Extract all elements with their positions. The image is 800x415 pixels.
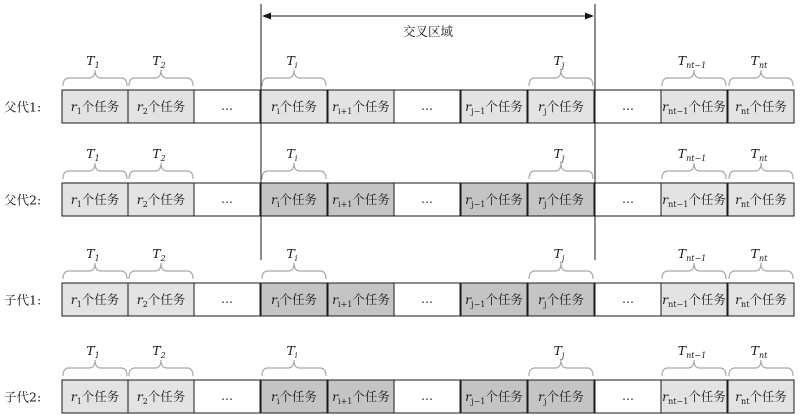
cell-suffix: 个任务 bbox=[485, 99, 523, 114]
cell-var: r bbox=[332, 99, 339, 114]
cell-sub: nt bbox=[741, 300, 750, 309]
task-cell bbox=[661, 53, 727, 123]
cell-suffix: 个任务 bbox=[485, 292, 523, 307]
time-var: T bbox=[86, 343, 95, 358]
time-var: T bbox=[553, 146, 562, 161]
cell-sub: i+1 bbox=[338, 200, 353, 209]
brace-icon bbox=[729, 360, 793, 376]
time-sub: j bbox=[561, 61, 565, 70]
ellipsis: … bbox=[221, 389, 233, 403]
cell-suffix: 个任务 bbox=[688, 389, 726, 404]
row-4 bbox=[4, 343, 794, 413]
cell-var: r bbox=[332, 192, 339, 207]
time-sub: i bbox=[294, 154, 298, 163]
cell-var: r bbox=[538, 292, 544, 307]
cell-suffix: 个任务 bbox=[81, 99, 120, 114]
cell-var: r bbox=[538, 192, 544, 207]
cell-var: r bbox=[332, 292, 339, 307]
cell-suffix: 个任务 bbox=[688, 99, 726, 114]
crossover-label: 交叉区域 bbox=[402, 24, 454, 39]
cell-sub: 1 bbox=[76, 107, 82, 116]
cell-var: r bbox=[270, 292, 277, 307]
brace-icon bbox=[129, 70, 193, 86]
time-sub: 1 bbox=[94, 351, 100, 360]
cell-suffix: 个任务 bbox=[546, 99, 584, 114]
cell-sub: 1 bbox=[76, 300, 82, 309]
time-label bbox=[152, 53, 165, 70]
cell-suffix: 个任务 bbox=[147, 389, 186, 404]
task-cell bbox=[461, 283, 527, 316]
time-sub: nt−1 bbox=[686, 254, 707, 263]
time-sub: nt bbox=[758, 154, 768, 163]
ellipsis: … bbox=[622, 292, 634, 306]
task-cell bbox=[194, 183, 260, 216]
ellipsis: … bbox=[221, 99, 233, 113]
cell-sub: nt bbox=[741, 397, 750, 406]
cell-suffix: 个任务 bbox=[147, 99, 186, 114]
task-cell bbox=[595, 283, 661, 316]
brace-icon bbox=[63, 360, 127, 376]
time-var: T bbox=[750, 53, 759, 68]
time-label bbox=[152, 146, 165, 163]
cell-sub: j bbox=[543, 107, 547, 116]
cell-suffix: 个任务 bbox=[147, 192, 186, 207]
task-cell bbox=[62, 146, 128, 216]
task-cell bbox=[194, 283, 260, 316]
cell-sub: 1 bbox=[76, 200, 82, 209]
cell-suffix: 个任务 bbox=[147, 292, 186, 307]
task-cell bbox=[528, 246, 594, 316]
time-var: T bbox=[750, 246, 759, 261]
task-cell bbox=[128, 246, 194, 316]
cell-var: r bbox=[332, 389, 339, 404]
ellipsis: … bbox=[421, 192, 433, 206]
cell-var: r bbox=[465, 99, 472, 114]
time-sub: i bbox=[294, 61, 298, 70]
cell-suffix: 个任务 bbox=[546, 389, 584, 404]
time-sub: nt−1 bbox=[686, 61, 707, 70]
cell-sub: i+1 bbox=[338, 107, 353, 116]
brace-icon bbox=[529, 70, 593, 86]
cell-suffix: 个任务 bbox=[279, 192, 318, 207]
time-label bbox=[554, 146, 565, 163]
task-cell bbox=[528, 146, 594, 216]
task-cell bbox=[328, 90, 394, 123]
time-sub: 2 bbox=[160, 351, 166, 360]
task-cell bbox=[194, 380, 260, 413]
cell-sub: i+1 bbox=[338, 300, 353, 309]
cell-sub: j bbox=[543, 200, 547, 209]
time-var: T bbox=[677, 146, 687, 161]
time-label bbox=[678, 246, 707, 263]
cell-var: r bbox=[735, 192, 742, 207]
cell-suffix: 个任务 bbox=[546, 192, 584, 207]
task-cell bbox=[661, 146, 727, 216]
time-label bbox=[678, 53, 707, 70]
cell-suffix: 个任务 bbox=[279, 389, 318, 404]
time-sub: 2 bbox=[160, 61, 166, 70]
brace-icon bbox=[129, 263, 193, 279]
cell-suffix: 个任务 bbox=[485, 192, 523, 207]
time-var: T bbox=[677, 246, 687, 261]
row-1 bbox=[4, 53, 794, 123]
task-cell bbox=[728, 246, 794, 316]
cell-suffix: 个任务 bbox=[352, 292, 390, 307]
ellipsis: … bbox=[622, 389, 634, 403]
brace-icon bbox=[63, 263, 127, 279]
cell-var: r bbox=[735, 292, 742, 307]
task-cell bbox=[528, 53, 594, 123]
task-cell bbox=[394, 283, 460, 316]
brace-icon bbox=[262, 163, 326, 179]
time-label bbox=[678, 343, 707, 360]
time-sub: nt−1 bbox=[686, 351, 707, 360]
cell-suffix: 个任务 bbox=[352, 192, 390, 207]
cell-suffix: 个任务 bbox=[688, 192, 726, 207]
time-var: T bbox=[86, 53, 95, 68]
time-var: T bbox=[553, 246, 562, 261]
time-var: T bbox=[286, 343, 295, 358]
time-var: T bbox=[750, 146, 759, 161]
cell-sub: i bbox=[276, 300, 280, 309]
brace-icon bbox=[729, 70, 793, 86]
cell-var: r bbox=[270, 99, 277, 114]
brace-icon bbox=[129, 163, 193, 179]
brace-icon bbox=[662, 163, 726, 179]
row-2 bbox=[4, 146, 794, 216]
cell-var: r bbox=[70, 192, 77, 207]
time-var: T bbox=[286, 246, 295, 261]
time-label bbox=[678, 146, 707, 163]
brace-icon bbox=[529, 163, 593, 179]
cell-var: r bbox=[136, 192, 143, 207]
time-sub: 1 bbox=[94, 154, 100, 163]
row-label: 父代2: bbox=[4, 192, 42, 208]
row-label: 父代1: bbox=[4, 99, 42, 115]
task-cell bbox=[328, 380, 394, 413]
row-3 bbox=[4, 246, 794, 316]
cell-sub: nt−1 bbox=[668, 200, 689, 209]
cell-var: r bbox=[538, 389, 544, 404]
cell-sub: nt−1 bbox=[668, 107, 689, 116]
ellipsis: … bbox=[421, 389, 433, 403]
task-cell bbox=[661, 246, 727, 316]
time-var: T bbox=[750, 343, 759, 358]
brace-icon bbox=[729, 163, 793, 179]
cell-var: r bbox=[538, 99, 544, 114]
brace-icon bbox=[662, 360, 726, 376]
time-label bbox=[554, 53, 565, 70]
cell-var: r bbox=[270, 192, 277, 207]
cell-suffix: 个任务 bbox=[279, 99, 318, 114]
cell-suffix: 个任务 bbox=[749, 292, 787, 307]
cell-suffix: 个任务 bbox=[81, 389, 120, 404]
cell-sub: j bbox=[543, 300, 547, 309]
task-cell bbox=[128, 146, 194, 216]
cell-sub: 2 bbox=[142, 107, 148, 116]
task-cell bbox=[461, 183, 527, 216]
brace-icon bbox=[262, 70, 326, 86]
time-sub: j bbox=[561, 351, 565, 360]
cell-sub: 1 bbox=[76, 397, 82, 406]
time-label bbox=[554, 246, 565, 263]
cell-suffix: 个任务 bbox=[352, 99, 390, 114]
time-sub: nt bbox=[758, 254, 768, 263]
cell-suffix: 个任务 bbox=[81, 192, 120, 207]
time-var: T bbox=[553, 53, 562, 68]
time-label bbox=[287, 246, 298, 263]
cell-var: r bbox=[270, 389, 277, 404]
cell-sub: nt bbox=[741, 107, 750, 116]
time-sub: 2 bbox=[160, 154, 166, 163]
time-label bbox=[152, 343, 165, 360]
cell-suffix: 个任务 bbox=[81, 292, 120, 307]
time-var: T bbox=[86, 246, 95, 261]
cell-var: r bbox=[662, 389, 669, 404]
time-label bbox=[86, 343, 99, 360]
task-cell bbox=[461, 380, 527, 413]
time-var: T bbox=[286, 146, 295, 161]
time-label bbox=[287, 146, 298, 163]
cell-sub: 2 bbox=[142, 300, 148, 309]
task-cell bbox=[328, 283, 394, 316]
row-label: 子代2: bbox=[4, 389, 42, 405]
ellipsis: … bbox=[622, 99, 634, 113]
ellipsis: … bbox=[421, 99, 433, 113]
ellipsis: … bbox=[221, 292, 233, 306]
time-var: T bbox=[152, 343, 161, 358]
task-cell bbox=[595, 90, 661, 123]
cell-suffix: 个任务 bbox=[546, 292, 584, 307]
time-var: T bbox=[677, 343, 687, 358]
cell-var: r bbox=[70, 99, 77, 114]
cell-suffix: 个任务 bbox=[279, 292, 318, 307]
task-cell bbox=[394, 183, 460, 216]
cell-var: r bbox=[465, 292, 472, 307]
brace-icon bbox=[63, 70, 127, 86]
cell-var: r bbox=[136, 292, 143, 307]
ellipsis: … bbox=[421, 292, 433, 306]
cell-sub: i bbox=[276, 107, 280, 116]
task-cell bbox=[62, 343, 128, 413]
time-label bbox=[86, 53, 99, 70]
ellipsis: … bbox=[221, 192, 233, 206]
cell-sub: j−1 bbox=[471, 397, 486, 406]
time-label bbox=[287, 343, 298, 360]
cell-sub: 2 bbox=[142, 397, 148, 406]
cell-var: r bbox=[662, 292, 669, 307]
task-cell bbox=[595, 380, 661, 413]
time-label bbox=[751, 146, 768, 163]
cell-suffix: 个任务 bbox=[749, 389, 787, 404]
task-cell bbox=[261, 343, 327, 413]
cell-suffix: 个任务 bbox=[688, 292, 726, 307]
crossover-region bbox=[262, 13, 594, 40]
task-cell bbox=[261, 246, 327, 316]
time-sub: j bbox=[561, 154, 565, 163]
cell-sub: nt−1 bbox=[668, 397, 689, 406]
cell-sub: j−1 bbox=[471, 200, 486, 209]
cell-sub: j bbox=[543, 397, 547, 406]
time-sub: nt bbox=[758, 351, 768, 360]
cell-var: r bbox=[136, 389, 143, 404]
brace-icon bbox=[529, 263, 593, 279]
cell-suffix: 个任务 bbox=[749, 99, 787, 114]
cell-var: r bbox=[735, 389, 742, 404]
time-var: T bbox=[152, 146, 161, 161]
brace-icon bbox=[662, 70, 726, 86]
time-sub: 1 bbox=[94, 254, 100, 263]
task-cell bbox=[62, 53, 128, 123]
time-var: T bbox=[677, 53, 687, 68]
time-var: T bbox=[152, 53, 161, 68]
cell-var: r bbox=[465, 389, 472, 404]
task-cell bbox=[728, 53, 794, 123]
task-cell bbox=[528, 343, 594, 413]
task-cell bbox=[194, 90, 260, 123]
cell-suffix: 个任务 bbox=[485, 389, 523, 404]
time-label bbox=[86, 146, 99, 163]
cell-var: r bbox=[465, 192, 472, 207]
task-cell bbox=[461, 90, 527, 123]
time-sub: i bbox=[294, 254, 298, 263]
time-label bbox=[751, 53, 768, 70]
time-label bbox=[751, 343, 768, 360]
task-cell bbox=[661, 343, 727, 413]
cell-sub: j−1 bbox=[471, 300, 486, 309]
task-cell bbox=[394, 90, 460, 123]
task-cell bbox=[328, 183, 394, 216]
cell-sub: i bbox=[276, 397, 280, 406]
task-cell bbox=[728, 146, 794, 216]
task-cell bbox=[128, 343, 194, 413]
cell-var: r bbox=[735, 99, 742, 114]
time-sub: j bbox=[561, 254, 565, 263]
time-sub: nt bbox=[758, 61, 768, 70]
time-label bbox=[751, 246, 768, 263]
cell-sub: nt bbox=[741, 200, 750, 209]
brace-icon bbox=[529, 360, 593, 376]
time-var: T bbox=[152, 246, 161, 261]
task-cell bbox=[128, 53, 194, 123]
cell-var: r bbox=[662, 99, 669, 114]
ellipsis: … bbox=[622, 192, 634, 206]
crossover-boundaries bbox=[261, 4, 595, 260]
cell-sub: nt−1 bbox=[668, 300, 689, 309]
cell-var: r bbox=[136, 99, 143, 114]
time-label bbox=[86, 246, 99, 263]
task-cell bbox=[261, 53, 327, 123]
time-label bbox=[554, 343, 565, 360]
brace-icon bbox=[729, 263, 793, 279]
brace-icon bbox=[262, 360, 326, 376]
cell-suffix: 个任务 bbox=[749, 192, 787, 207]
cell-suffix: 个任务 bbox=[352, 389, 390, 404]
time-sub: 1 bbox=[94, 61, 100, 70]
cell-var: r bbox=[70, 389, 77, 404]
cell-var: r bbox=[70, 292, 77, 307]
time-sub: i bbox=[294, 351, 298, 360]
cell-sub: j−1 bbox=[471, 107, 486, 116]
cell-sub: i bbox=[276, 200, 280, 209]
rows-layer bbox=[4, 53, 794, 413]
arrow-head-right-icon bbox=[585, 13, 594, 20]
task-cell bbox=[728, 343, 794, 413]
cell-sub: 2 bbox=[142, 200, 148, 209]
brace-icon bbox=[63, 163, 127, 179]
time-label bbox=[287, 53, 298, 70]
brace-icon bbox=[262, 263, 326, 279]
time-sub: 2 bbox=[160, 254, 166, 263]
time-sub: nt−1 bbox=[686, 154, 707, 163]
arrow-head-left-icon bbox=[262, 13, 271, 20]
task-cell bbox=[595, 183, 661, 216]
task-cell bbox=[394, 380, 460, 413]
time-var: T bbox=[86, 146, 95, 161]
brace-icon bbox=[662, 263, 726, 279]
cell-sub: i+1 bbox=[338, 397, 353, 406]
brace-icon bbox=[129, 360, 193, 376]
time-var: T bbox=[286, 53, 295, 68]
time-var: T bbox=[553, 343, 562, 358]
cell-var: r bbox=[662, 192, 669, 207]
task-cell bbox=[62, 246, 128, 316]
task-cell bbox=[261, 146, 327, 216]
time-label bbox=[152, 246, 165, 263]
row-label: 子代1: bbox=[4, 292, 42, 308]
